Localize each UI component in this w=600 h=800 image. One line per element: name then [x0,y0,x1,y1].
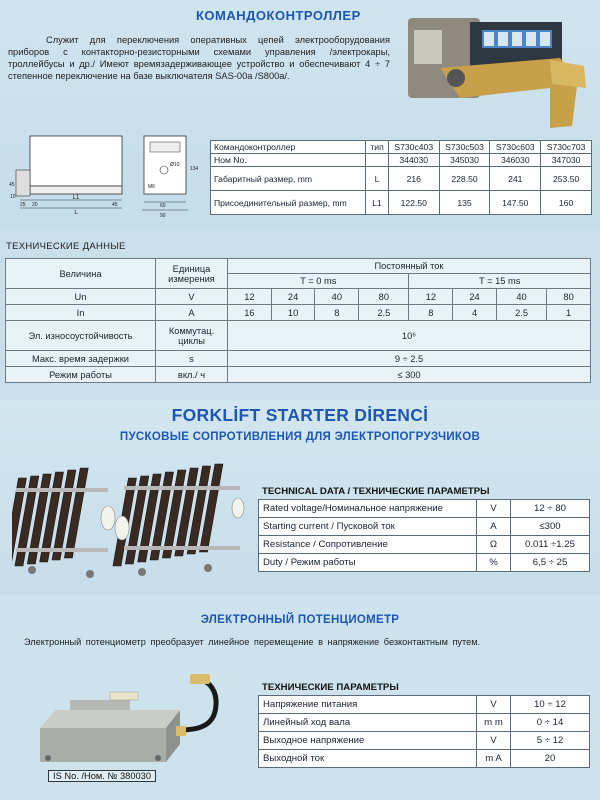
table-cell: 12 [409,289,453,305]
table-cell: 253.50 [541,167,592,191]
tech-data-label: ТЕХНИЧЕСКИЕ ДАННЫЕ [6,241,126,252]
table-row [259,750,590,768]
table-cell: V [156,289,228,305]
table-cell: 1 [547,305,591,321]
table-cell: Duty / Режим работы [259,554,477,572]
table-cell: 40 [496,289,546,305]
dim-m6: M6 [148,184,155,190]
table-cell: ≤300 [511,518,590,536]
forklift-title: FORKLİFT STARTER DİRENCİ [171,405,429,425]
potentiometer-spec-table [258,695,590,768]
dim-45b: 45 [112,202,118,208]
table-cell: Присоединительный размер, mm [211,191,366,215]
table-cell: 80 [359,289,409,305]
table-cell: Напряжение питания [259,696,477,714]
table-row [259,696,590,714]
table-cell: V [477,500,511,518]
col-quantity-header: Величина [6,259,156,289]
table-cell: 10⁶ [228,321,591,351]
table-cell: In [6,305,156,321]
table-cell: 0 ÷ 14 [511,714,590,732]
table-cell: L [366,167,389,191]
table-cell: 40 [315,289,359,305]
table-row [6,351,591,367]
table-cell: 2.5 [359,305,409,321]
potentiometer-description: Электронный потенциометр преобразует линейное перемещение в напряжение безконтактным путем. [24,637,481,647]
table-row [211,154,592,167]
table-cell: % [477,554,511,572]
controller-intro: Служит для переключения оперативных цепей электрооборудования приборов с контакторно-резисторными схемами управления /электрокары, троллейбусы и др./ Имеют времязадерживающее устройство и обеспечивают 4 ÷ 7 степенное переключение на базе выключателя SAS-00a /S800a/. [8,35,390,81]
table-cell: 347030 [541,154,592,167]
table-row [211,167,592,191]
table-cell: Ном No. [211,154,366,167]
table-cell: 135 [439,191,490,215]
table-cell: 5 ÷ 12 [511,732,590,750]
dim-134: 134 [190,166,198,172]
table-row [259,518,590,536]
controller-side-drawing [6,130,126,220]
potentiometer-title: ЭЛЕКТРОННЫЙ ПОТЕНЦИОМЕТР [200,614,400,626]
table-cell: Выходной ток [259,750,477,768]
table-cell: S730c703 [541,141,592,154]
table-cell: Resistance / Сопротивление [259,536,477,554]
table-cell: Starting current / Пусковой ток [259,518,477,536]
table-cell: A [477,518,511,536]
tech-data-table [5,258,591,383]
table-cell: Un [6,289,156,305]
table-cell: 16 [228,305,272,321]
dim-o10: Ø10 [170,162,180,168]
table-cell: Командоконтроллер [211,141,366,154]
table-cell: 122.50 [388,191,439,215]
table-cell: 12 [228,289,272,305]
table-row [259,554,590,572]
table-cell: 4 [453,305,497,321]
table-cell: S730c403 [388,141,439,154]
table-cell: 346030 [490,154,541,167]
table-row [6,289,591,305]
table-cell: 241 [490,167,541,191]
table-cell: вкл./ ч [156,367,228,383]
table-cell: 20 [511,750,590,768]
table-cell: Коммутац. циклы [156,321,228,351]
table-cell: V [477,696,511,714]
dim-60: 60 [160,203,166,209]
table-cell: 344030 [388,154,439,167]
table-cell: 80 [547,289,591,305]
controller-title: КОМАНДОКОНТРОЛЛЕР [196,8,361,23]
table-cell: 228.50 [439,167,490,191]
table-cell: V [477,732,511,750]
controller-table-header [211,141,592,154]
table-cell: 9 ÷ 2.5 [228,351,591,367]
col-unit-header: Единица измерения [156,259,228,289]
table-cell: тип [366,141,389,154]
table-cell: 160 [541,191,592,215]
table-cell: Выходное напряжение [259,732,477,750]
table-cell: m A [477,750,511,768]
t15-header: T = 15 ms [409,274,591,289]
table-cell: Габаритный размер, mm [211,167,366,191]
table-cell: 24 [453,289,497,305]
table-cell: Rated voltage/Номинальное напряжение [259,500,477,518]
table-cell: 24 [271,289,315,305]
table-cell: 0.011 ÷1.25 [511,536,590,554]
table-row [6,259,591,274]
table-cell: 8 [315,305,359,321]
table-cell: 345030 [439,154,490,167]
table-row [6,367,591,383]
controller-front-drawing [140,130,198,220]
potentiometer-photo [30,670,235,770]
t0-header: T = 0 ms [228,274,409,289]
table-cell: Линейный ход вала [259,714,477,732]
dim-10: 10 [10,194,16,200]
table-row [259,500,590,518]
table-cell: 8 [409,305,453,321]
table-row [6,305,591,321]
table-cell: A [156,305,228,321]
table-cell: 216 [388,167,439,191]
table-cell: s [156,351,228,367]
table-row [6,321,591,351]
dim-45: 45 [9,182,15,188]
table-cell: 10 [271,305,315,321]
resistor-photo [12,458,248,586]
table-cell: 147.50 [490,191,541,215]
controller-photo [400,8,590,134]
table-cell: S730c603 [490,141,541,154]
dim-90: 90 [160,213,166,219]
table-cell: 2.5 [496,305,546,321]
dc-header: Постоянный ток [228,259,591,274]
table-cell [366,154,389,167]
table-row [259,714,590,732]
table-cell: L1 [366,191,389,215]
potentiometer-tech-heading: ТЕХНИЧЕСКИЕ ПАРАМЕТРЫ [262,682,399,693]
table-row [211,191,592,215]
dim-l: L [74,210,78,216]
table-cell: 10 ÷ 12 [511,696,590,714]
table-row [259,536,590,554]
dim-25: 25 [20,202,26,208]
forklift-tech-heading: TECHNICAL DATA / ТЕХНИЧЕСКИЕ ПАРАМЕТРЫ [262,486,490,497]
forklift-spec-table [258,499,590,572]
table-cell: Макс. время задержки [6,351,156,367]
table-cell: 12 ÷ 80 [511,500,590,518]
controller-spec-table [210,140,592,215]
potentiometer-catalog-number: IS No. /Ном. № 380030 [48,770,156,782]
table-cell: m m [477,714,511,732]
table-cell: S730c503 [439,141,490,154]
forklift-subtitle: ПУСКОВЫЕ СОПРОТИВЛЕНИЯ ДЛЯ ЭЛЕКТРОПОГРУЗЧИКОВ [119,431,481,443]
table-cell: 6,5 ÷ 25 [511,554,590,572]
table-cell: Эл. износоустойчивость [6,321,156,351]
dim-20: 20 [32,202,38,208]
table-cell: Ω [477,536,511,554]
table-row [259,732,590,750]
table-cell: Режим работы [6,367,156,383]
table-cell: ≤ 300 [228,367,591,383]
dim-l1: L1 [72,195,80,201]
